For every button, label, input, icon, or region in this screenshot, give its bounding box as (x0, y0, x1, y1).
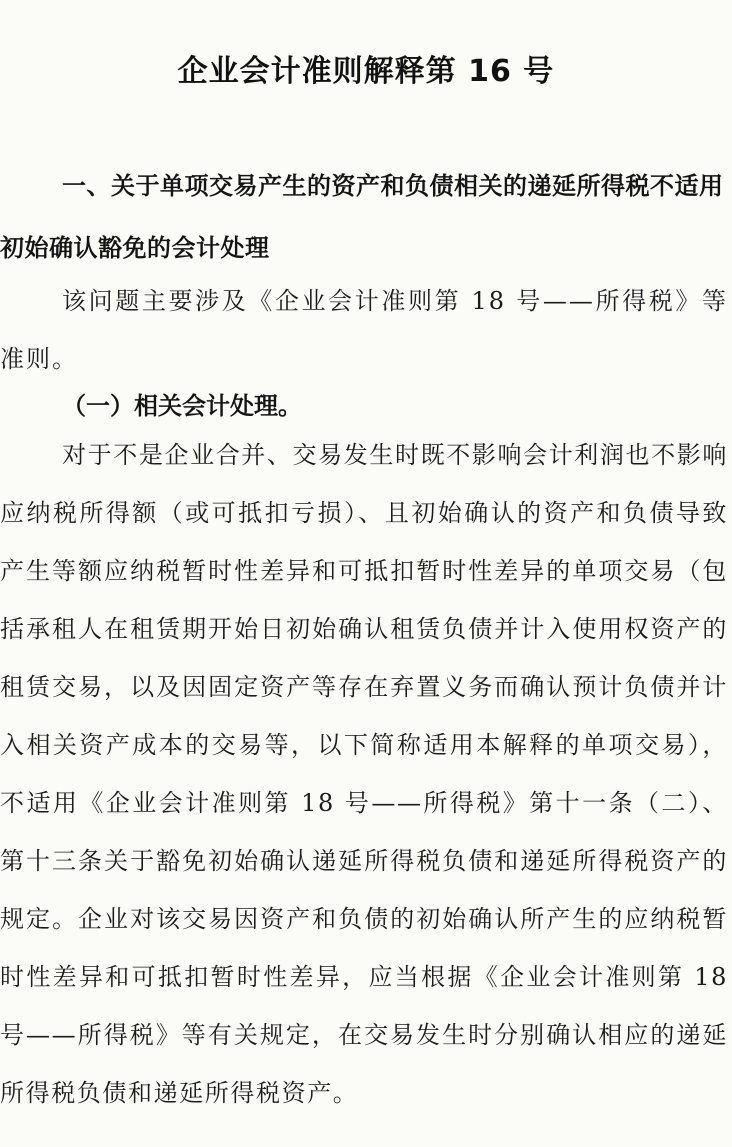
document-title: 企业会计准则解释第 16 号 (177, 54, 555, 89)
subsection-heading: （一）相关会计处理。 (62, 392, 302, 420)
section-heading: 一、关于单项交易产生的资产和负债相关的递延所得税不适用初始确认豁免的会计处理 (0, 172, 724, 262)
intro-paragraph: 该问题主要涉及《企业会计准则第 18 号——所得税》等准则。 (0, 287, 728, 373)
body-paragraph: 对于不是企业合并、交易发生时既不影响会计利润也不影响应纳税所得额（或可抵扣亏损）、且初始确认的资产和负债导致产生等额应纳税暂时性差异和可抵扣暂时性差异的单项交易（包括承租人在租赁期开始日初始确认租赁负债并计入使用权资产的租赁交易，以及因固定资产等存在弃置义务而确认预计负债并计入相关资产成本的交易等，以下简称适用本解释的单项交易），不适用《企业会计准则第 18 号——所得税》第十一条（二）、第十三条关于豁免初始确认递延所得税负债和递延所得税资产的规定。企业对该交易因资产和负债的初始确认所产生的应纳税暂时性差异和可抵扣暂时性差异，应当根据《企业会计准则第 18 号——所得税》等有关规定，在交易发生时分别确认相应的递延所得税负债和递延所得税资产。 (0, 441, 728, 1107)
